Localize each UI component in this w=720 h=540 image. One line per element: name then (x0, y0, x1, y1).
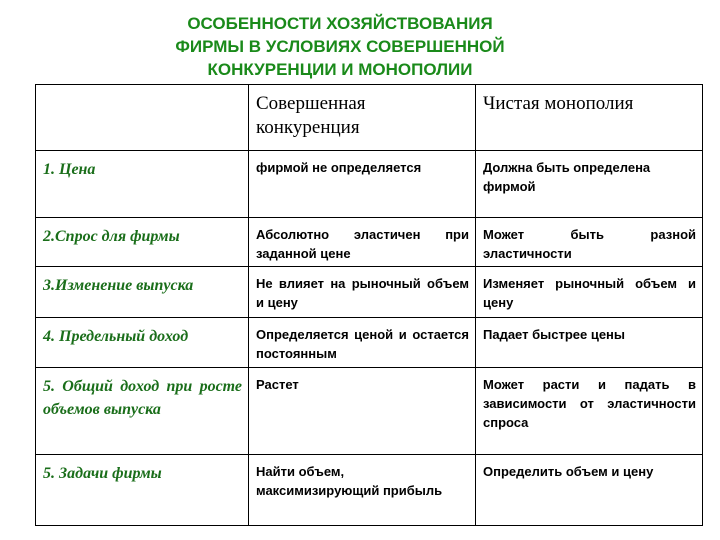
cell-monopoly: Определить объем и цену (476, 455, 703, 526)
cell-monopoly: Должна быть определена фирмой (476, 151, 703, 218)
row-label-output-change: 3.Изменение выпуска (36, 267, 249, 318)
cell-monopoly: Может быть разной эластичности (476, 218, 703, 267)
cell-perfect: Абсолютно эластичен при заданной цене (249, 218, 476, 267)
header-empty-cell (36, 85, 249, 151)
cell-monopoly: Изменяет рыночный объем и цену (476, 267, 703, 318)
cell-perfect: фирмой не определяется (249, 151, 476, 218)
cell-perfect: Не влияет на рыночный объем и цену (249, 267, 476, 318)
row-label-price: 1. Цена (36, 151, 249, 218)
header-pure-monopoly: Чистая монополия (476, 85, 703, 151)
cell-perfect: Растет (249, 368, 476, 455)
table-row (36, 368, 703, 455)
cell-monopoly: Может расти и падать в зависимости от эластичности спроса (476, 368, 703, 455)
cell-perfect: Определяется ценой и остается постоянным (249, 318, 476, 368)
row-label-marginal-revenue: 4. Предельный доход (36, 318, 249, 368)
cell-monopoly: Падает быстрее цены (476, 318, 703, 368)
table-header-row (36, 85, 703, 151)
table-row (36, 218, 703, 267)
comparison-table (35, 84, 703, 526)
table-row (36, 455, 703, 526)
header-perfect-competition: Совершенная конкуренция (249, 85, 476, 151)
row-label-total-revenue: 5. Общий доход при росте объемов выпуска (36, 368, 249, 455)
row-label-firm-goals: 5. Задачи фирмы (36, 455, 249, 526)
page-title (60, 12, 620, 81)
row-label-demand: 2.Спрос для фирмы (36, 218, 249, 267)
cell-perfect: Найти объем, максимизирующий прибыль (249, 455, 476, 526)
title-line-1: ОСОБЕННОСТИ ХОЗЯЙСТВОВАНИЯ (187, 14, 493, 33)
title-line-3: КОНКУРЕНЦИИ И МОНОПОЛИИ (207, 60, 473, 79)
table-row (36, 318, 703, 368)
title-line-2: ФИРМЫ В УСЛОВИЯХ СОВЕРШЕННОЙ (175, 37, 505, 56)
table-row (36, 151, 703, 218)
table-row (36, 267, 703, 318)
